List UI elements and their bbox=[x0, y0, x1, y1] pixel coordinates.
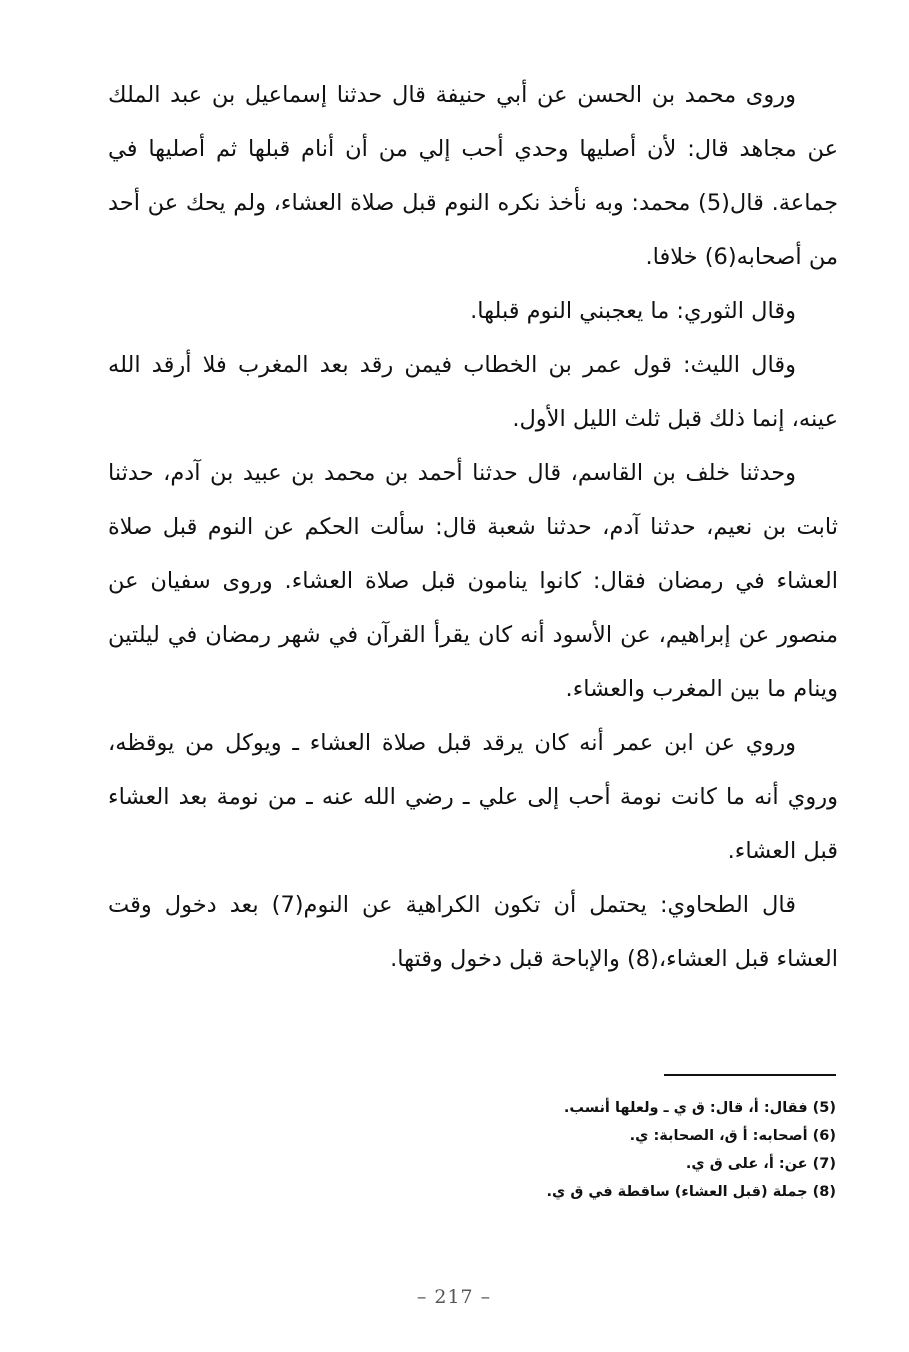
footnote-6: (6) أصحابه: أ ق، الصحابة: ي. bbox=[629, 1128, 836, 1144]
footnote-divider bbox=[664, 1074, 836, 1076]
paragraph-1: وروى محمد بن الحسن عن أبي حنيفة قال حدثنا إسماعيل بن عبد الملك عن مجاهد قال: لأن أصليها وحدي أحب إلي من أن أنام قبلها ثم أصليها في جماعة. قال(5) محمد: وبه نأخذ نكره النوم قبل صلاة العشاء، ولم يحك عن أحد من أصحابه(6) خلافا. bbox=[108, 82, 838, 270]
paragraph-3: وقال الليث: قول عمر بن الخطاب فيمن رقد بعد المغرب فلا أرقد الله عينه، إنما ذلك قبل ثلث الليل الأول. bbox=[108, 352, 838, 432]
footnotes bbox=[400, 1094, 836, 1206]
footnote-8: (8) جملة (قبل العشاء) ساقطة في ق ي. bbox=[546, 1184, 836, 1200]
paragraph-6: قال الطحاوي: يحتمل أن تكون الكراهية عن النوم(7) بعد دخول وقت العشاء قبل العشاء،(8) والإباحة قبل دخول وقتها. bbox=[108, 892, 838, 972]
footnote-7: (7) عن: أ، على ق ي. bbox=[685, 1156, 836, 1172]
footnote-5: (5) فقال: أ، قال: ق ي ـ ولعلها أنسب. bbox=[563, 1100, 836, 1116]
paragraph-2: وقال الثوري: ما يعجبني النوم قبلها. bbox=[470, 298, 796, 324]
main-text bbox=[108, 68, 838, 986]
paragraph-5: وروي عن ابن عمر أنه كان يرقد قبل صلاة العشاء ـ ويوكل من يوقظه، وروي أنه ما كانت نومة أحب إلى علي ـ رضي الله عنه ـ من نومة بعد العشاء قبل العشاء. bbox=[108, 730, 838, 864]
paragraph-4: وحدثنا خلف بن القاسم، قال حدثنا أحمد بن محمد بن عبيد بن آدم، حدثنا ثابت بن نعيم، حدثنا آدم، حدثنا شعبة قال: سألت الحكم عن النوم قبل صلاة العشاء في رمضان فقال: كانوا ينامون قبل صلاة العشاء. وروى سفيان عن منصور عن إبراهيم، عن الأسود أنه كان يقرأ القرآن في شهر رمضان في ليلتين وينام ما بين المغرب والعشاء. bbox=[108, 460, 838, 702]
page-number: – 217 – bbox=[416, 1286, 492, 1308]
